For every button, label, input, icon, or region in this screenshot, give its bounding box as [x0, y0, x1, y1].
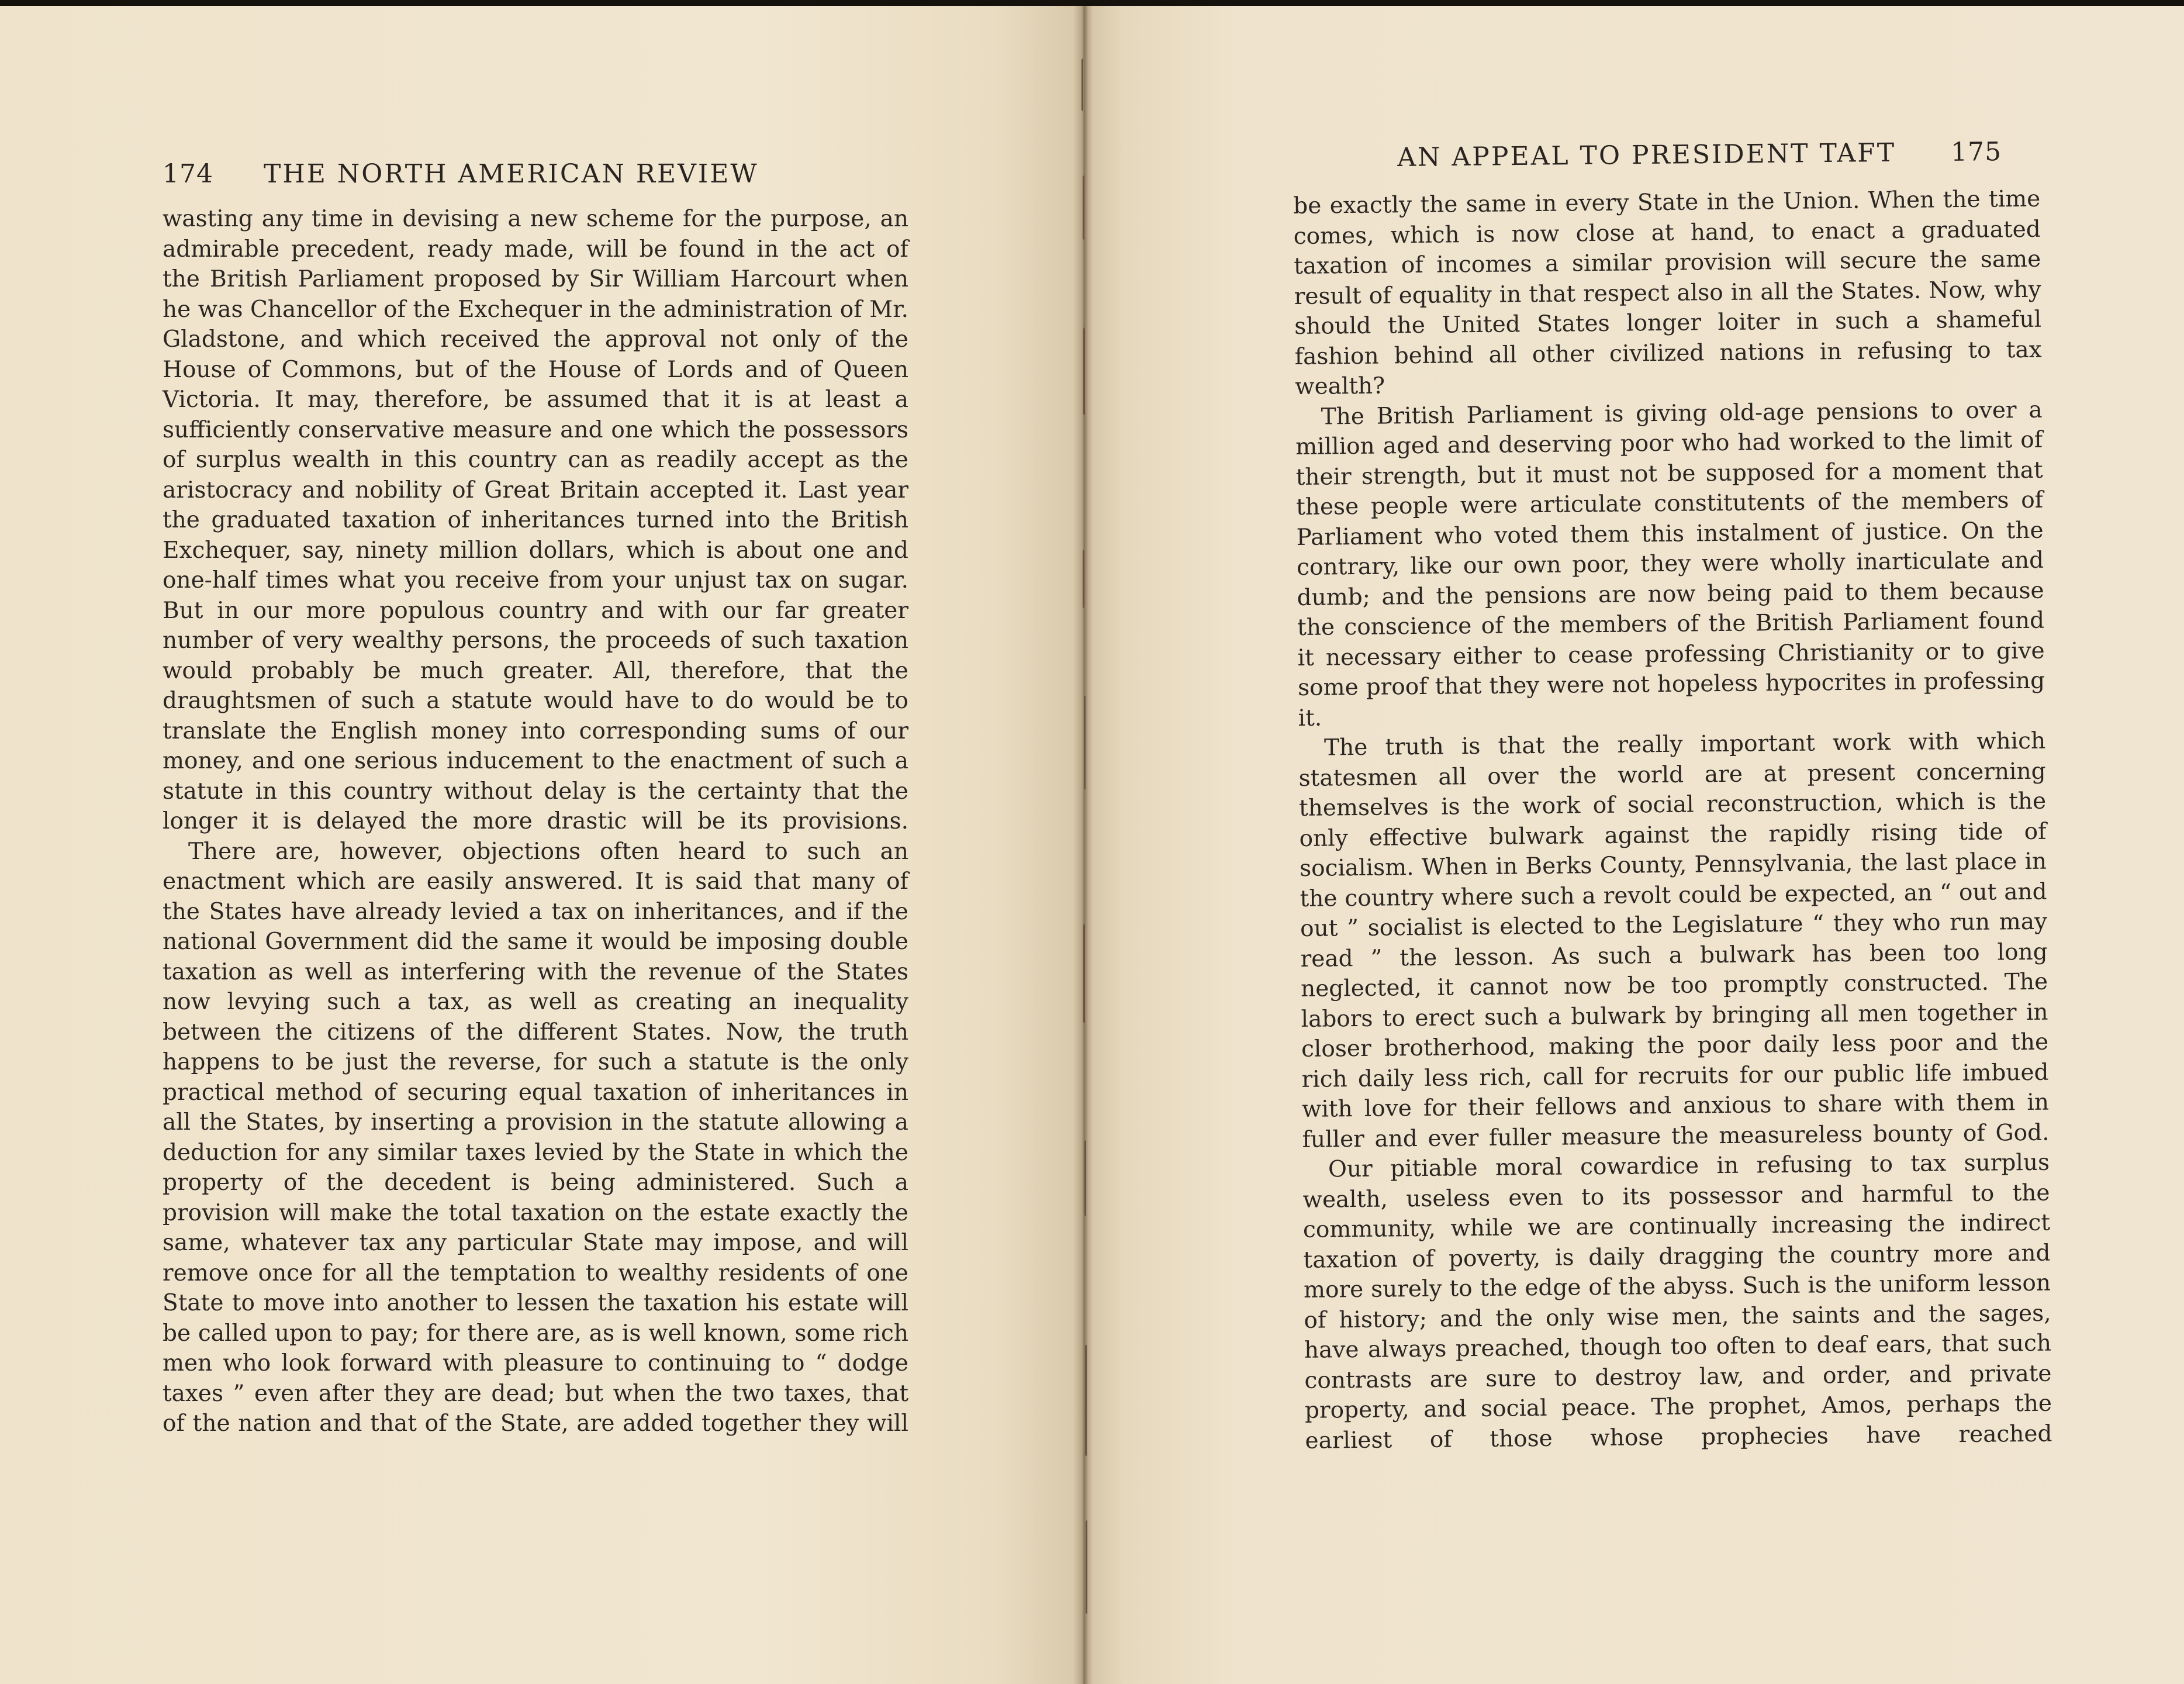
binding-stitch — [1083, 175, 1087, 240]
paragraph: There are, however, objections often heard to such an enactment which are easily answered. It is said that many of the States have already levied a tax on inheritances, and if the national Government did the same it would be imposing double taxation as well as interfering with the revenue of the States now levying such a tax, as well as creating an inequality between the citizens of the different States. Now, the truth happens to be just the reverse, for such a statute is the only practical method of securing equal taxation of inheritances in all the States, by inserting a provision in the statute allowing a deduction for any similar taxes levied by the State in which the property of the decedent is being administered. Such a provision will make the total taxation on the estate exactly the same, whatever tax any particular State may impose, and will remove once for all the temptation to wealthy residents of one State to move into another to lessen the taxation his estate will be called upon to pay; for there are, as is well known, some rich men who look forward with pleasure to continuing to “ dodge taxes ” even after they are dead; but when the two taxes, that of the nation and that of the State, are added together they will — [163, 838, 908, 1437]
paragraph: The British Parliament is giving old-age pensions to over a million aged and deserving poor who had worked to the limit of their strength, but it must not be supposed for a moment that these people were articulate constitutents of the members of Parliament who voted them this instalment of justice. On the contrary, like our own poor, they were wholly inarticulate and dumb; and the pensions are now being paid to them because the conscience of the members of the British Parliament found it necessary either to cease professing Christianity or to give some proof that they were not hopeless hypocrites in professing it. — [1295, 396, 2045, 731]
right-running-header — [1397, 137, 2002, 172]
right-running-title: AN APPEAL TO PRESIDENT TAFT — [1397, 137, 1896, 172]
binding-stitch — [1086, 1520, 1090, 1614]
right-page-body — [1293, 184, 2052, 1456]
binding-stitch — [1084, 1140, 1088, 1216]
left-running-title: THE NORTH AMERICAN REVIEW — [263, 159, 759, 189]
binding-stitch — [1083, 327, 1087, 415]
right-page-number: 175 — [1950, 137, 2002, 167]
book-gutter — [1073, 6, 1093, 1684]
binding-stitch — [1085, 1345, 1089, 1456]
left-page-body — [163, 204, 908, 1439]
scan-top-edge — [0, 0, 2184, 6]
binding-stitch — [1083, 924, 1087, 1023]
paragraph: wasting any time in devising a new scheme for the purpose, an admirable precedent, ready made, will be found in the act of the British Parliament proposed by Sir William Harcourt when he was Chancellor of the Exchequer in the administration of Mr. Gladstone, and which received the approval not only of the House of Commons, but of the House of Lords and of Queen Victoria. It may, therefore, be assumed that it is at least a sufficiently conservative measure and one which the possessors of surplus wealth in this country can as readily accept as the aristocracy and nobility of Great Britain accepted it. Last year the graduated taxation of inheritances turned into the British Exchequer, say, ninety million dollars, which is about one and one-half times what you receive from your unjust tax on sugar. But in our more populous country and with our far greater number of very wealthy persons, the proceeds of such taxation would probably be much greater. All, therefore, that the draughtsmen of such a statute would have to do would be to translate the English money into corresponding sums of our money, and one serious inducement to the enactment of such a statute in this country without delay is the certainty that the longer it is delayed the more drastic will be its provisions. — [163, 206, 908, 834]
binding-stitch — [1081, 58, 1086, 111]
left-page-number: 174 — [163, 159, 213, 189]
left-running-header — [163, 159, 759, 189]
paragraph: The truth is that the really important work with which statesmen all over the world are at present concerning themselves is the work of social reconstruction, which is the only effective bulwark against the rapidly rising tide of socialism. When in Berks County, Pennsylvania, the last place in the country where such a revolt could be expected, an “ out and out ” socialist is elected to the Legislature “ they who run may read ” the lesson. As such a bulwark has been too long neglected, it cannot now be too promptly constructed. The labors to erect such a bulwark by bringing all men together in closer brotherhood, making the poor daily less poor and the rich daily less rich, call for recruits for our public life imbued with love for their fellows and anxious to share with them in fuller and ever fuller measure the measureless bounty of God. — [1298, 727, 2050, 1153]
paragraph: be exactly the same in every State in the Union. When the time comes, which is now close at hand, to enact a graduated taxation of incomes a similar provision will secure the same result of equality in that respect also in all the States. Now, why should the United States longer loiter in such a shameful fashion behind all other civilized nations in refusing to tax wealth? — [1293, 185, 2042, 400]
binding-stitch — [1084, 696, 1088, 789]
binding-stitch — [1083, 550, 1087, 608]
paragraph: Our pitiable moral cowardice in refusing to tax surplus wealth, useless even to its possessor and harmful to the community, while we are continually increasing the indirect taxation of poverty, is daily dragging the country more and more surely to the edge of the abyss. Such is the uniform lesson of history; and the only wise men, the saints and the sages, have always preached, though too often to deaf ears, that such contrasts are sure to destroy law, and order, and private property, and social peace. The prophet, Amos, perhaps the earliest of those whose prophecies have reached — [1302, 1149, 2052, 1454]
